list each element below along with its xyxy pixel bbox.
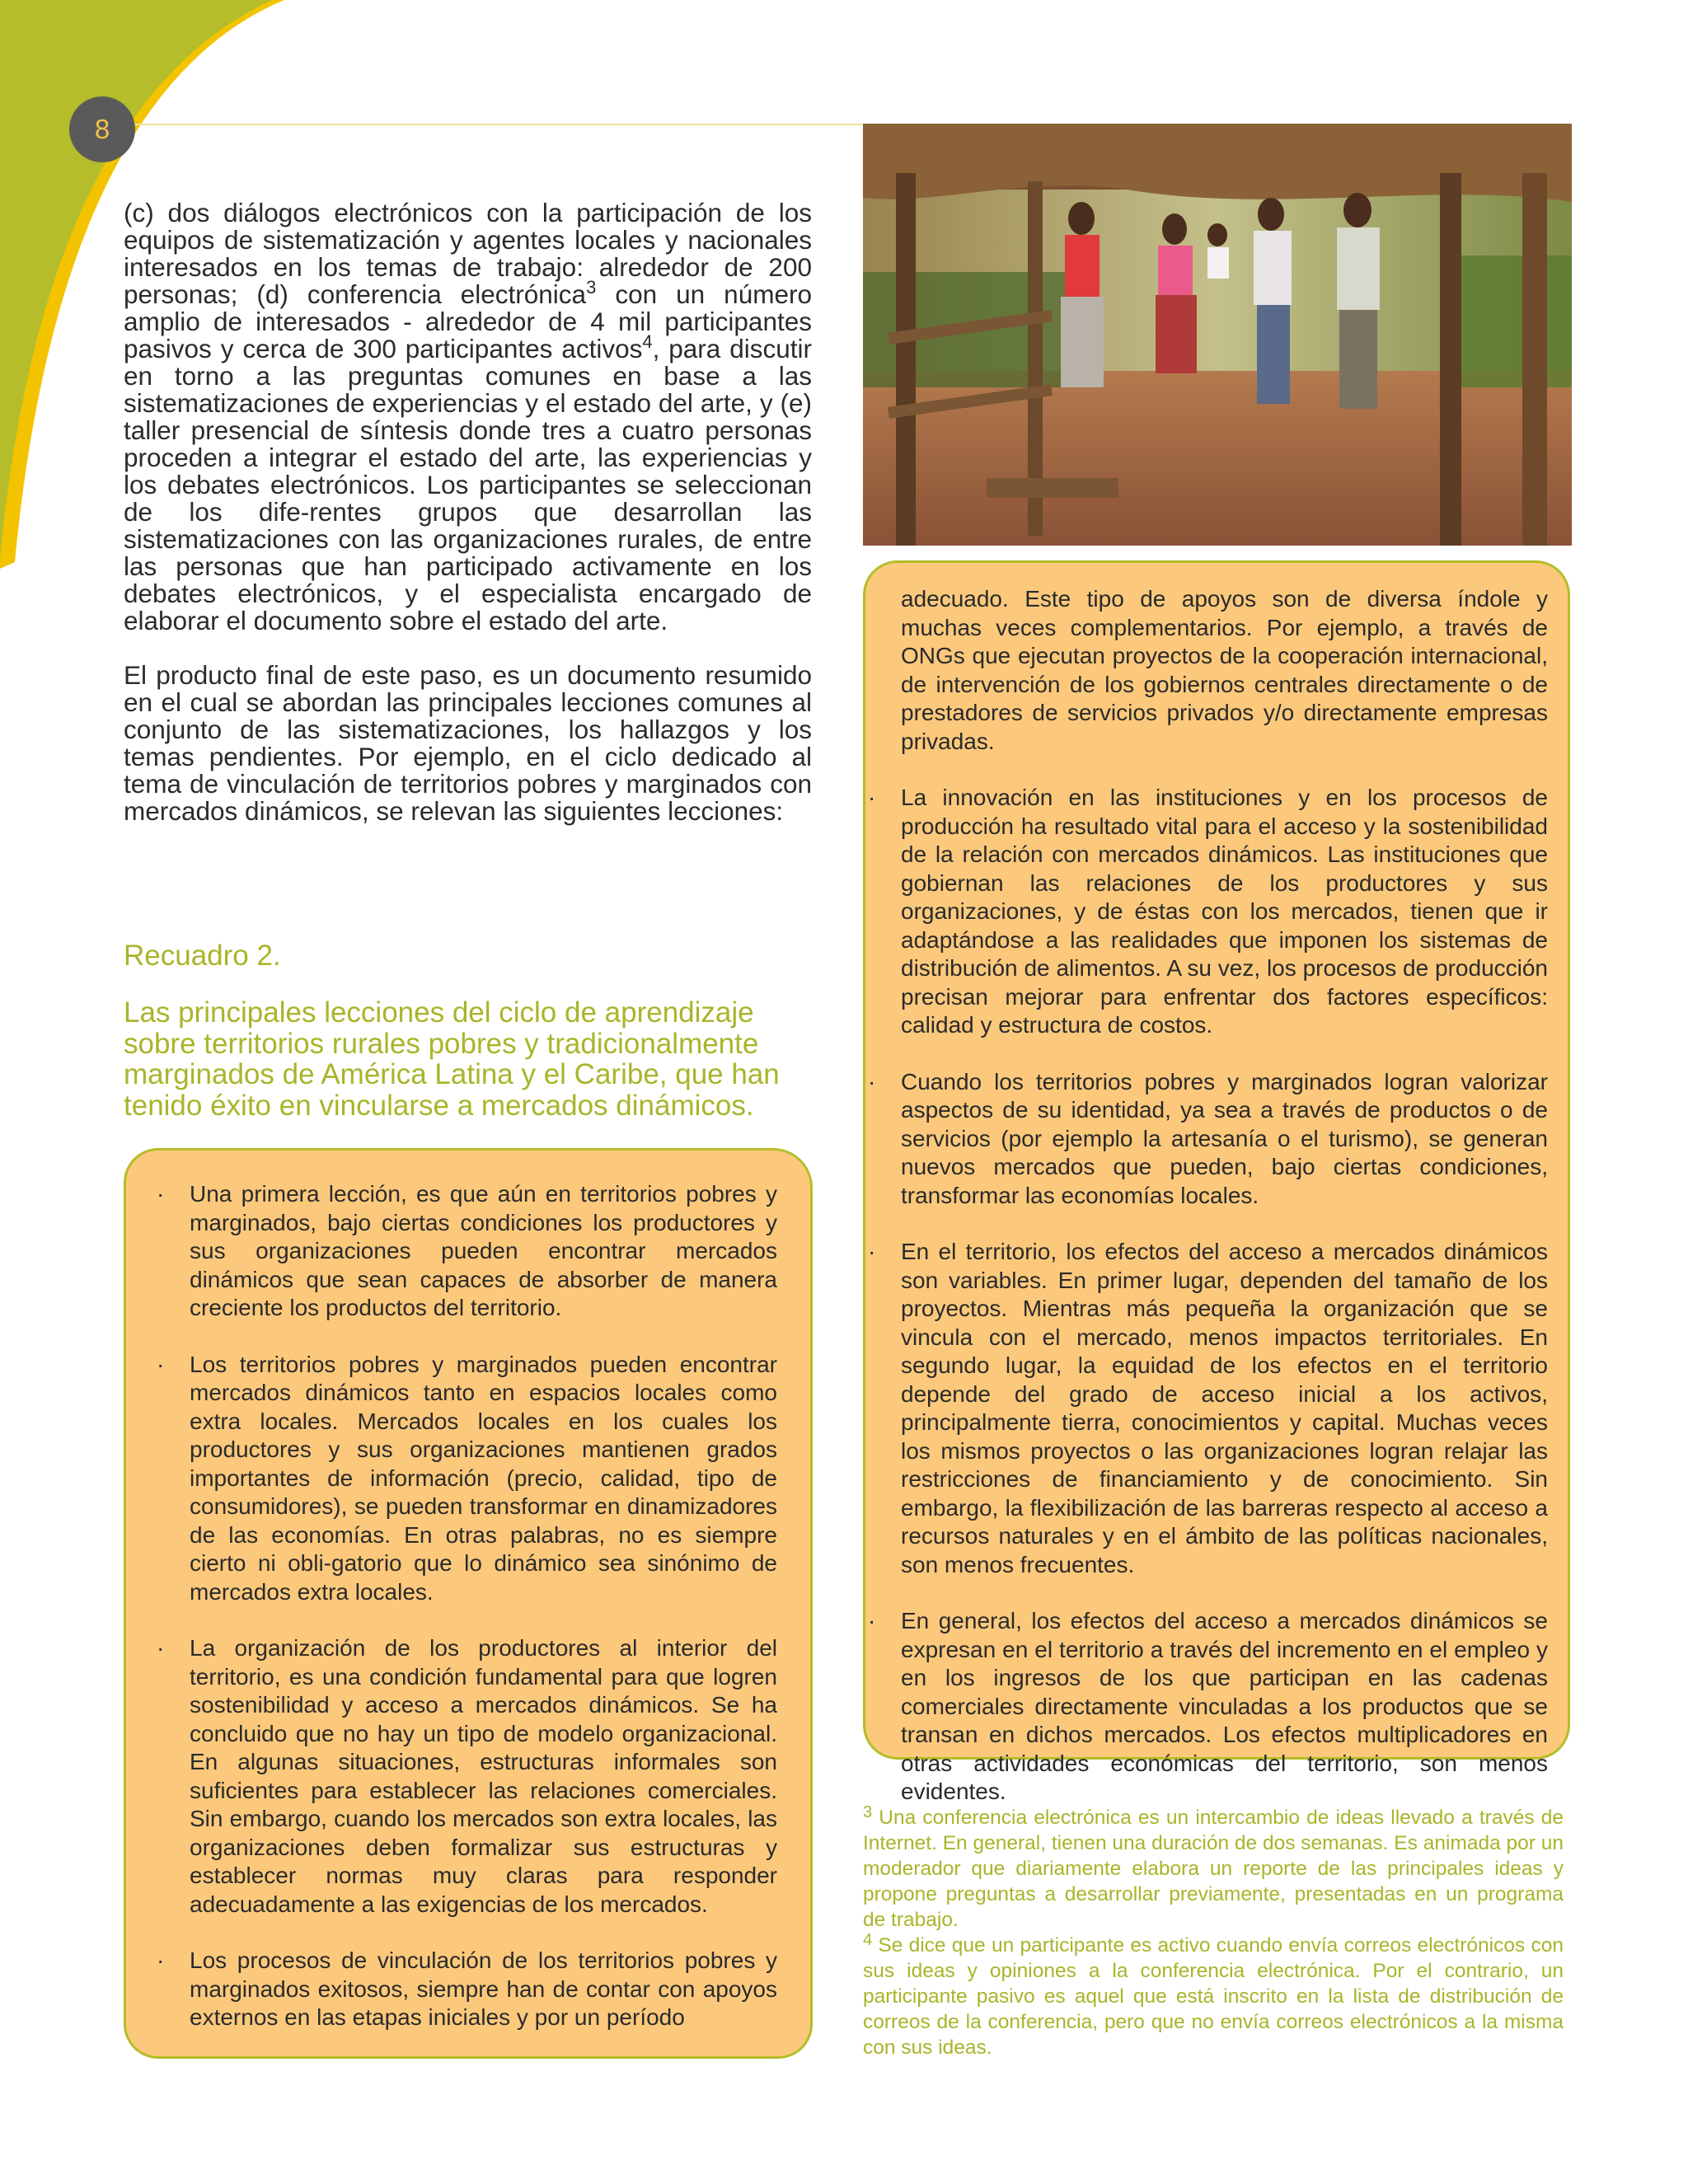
intro-paragraph-2: El producto final de este paso, es un documento resumido en el cual se abordan las principales lecciones comunes al conjunto de las sistematizaciones, los hallazgos y los temas pendientes. Por ejemplo, en el ciclo dedicado al tema de vinculación de territorios pobres y marginados con mercados dinámicos, se relevan las siguientes lecciones: (124, 660, 812, 826)
bullet-icon: · (868, 1239, 876, 1264)
bullet-icon: · (157, 1181, 165, 1207)
bullet-icon: · (868, 1068, 876, 1094)
recuadro-title: Las principales lecciones del ciclo de aprendizaje sobre territorios rurales pobres y tradicionalmente marginados de América Latina y el Caribe, que han tenido éxito en vincularse a mercados dinámicos. (124, 996, 780, 1122)
bullet-icon: · (157, 1351, 165, 1377)
footnote-3: $^3$ Una conferencia electrónica es un intercambio de ideas llevado a través de Internet. En general, tienen una duración de dos semanas. Es animada por un moderador que diariamente elabora un reporte de las principales ideas y propone preguntas a desarrollar previamente, presentadas en un programa de trabajo. (863, 1803, 1564, 1931)
footnote-4: $^4$ Se dice que un participante es activo cuando envía correos electrónicos con sus ideas y opiniones a la conferencia electrónica. Por el contrario, un participante pasivo es aquel que está inscrito en la lista de distribución de correos de la conferencia, pero que no envía correos electrónicos a la misma con sus ideas. (863, 1931, 1564, 2059)
header-rule (132, 124, 865, 125)
list-item: · Los territorios pobres y marginados pueden encontrar mercados dinámicos tanto en espacios locales como extra locales. Mercados locales en los cuales los productores y sus organizaciones mantienen grados importantes de información (precio, calidad, tipo de consumidores), se pueden transformar en dinamizadores de las economías. En otras palabras, no es siempre cierto ni obli-gatorio que lo dinámico sea sinónimo de mercados extra locales. (157, 1351, 777, 1605)
lessons-list-right (868, 585, 1548, 1807)
list-item-continuation: adecuado. Este tipo de apoyos son de diversa índole y muchas veces complementarios. Por ejemplo, a través de ONGs que ejecutan proyectos de la cooperación internacional, de intervención de los gobiernos centrales directamente o de prestadores de servicios privados y/o directamente empresas privadas. (901, 586, 1548, 754)
bullet-icon: · (157, 1635, 165, 1661)
list-item: · Una primera lección, es que aún en territorios pobres y marginados, bajo ciertas condiciones los productores y sus organizaciones pueden encontrar mercados dinámicos que sean capaces de absorber de manera creciente los productos del territorio. (157, 1181, 777, 1320)
bullet-icon: · (868, 785, 876, 810)
bullet-icon: · (157, 1947, 165, 1973)
page-number-badge: 8 (69, 96, 135, 162)
recuadro-label: Recuadro 2. (124, 940, 281, 972)
intro-paragraph-1: (c) dos diálogos electrónicos con la participación de los equipos de sistematización y agentes locales y nacionales interesados en los temas de trabajo: alrededor de 200 personas; (d) conferencia electrónica$^3$ con un número amplio de interesados - alrededor de 4 mil participantes pasivos y cerca de 300 participantes activos$^4$, para discutir en torno a las preguntas comunes en base a las sistematizaciones de experiencias y el estado del arte, y (e) taller presencial de síntesis donde tres a cuatro personas proceden a integrar el estado del arte, las experiencias y los debates electrónicos. Los participantes se seleccionan de los dife-rentes grupos que desarrollan las sistematizaciones con las organizaciones rurales, de entre las personas que han participado activamente en los debates electrónicos, y el especialista encargado de elaborar el documento sobre el estado del arte. (124, 198, 813, 635)
list-item: · Los procesos de vinculación de los territorios pobres y marginados exitosos, siempre han de contar con apoyos externos en las etapas iniciales y por un período (157, 1947, 777, 2030)
footnote-ref-4: 4 (642, 331, 653, 352)
lessons-list-left (157, 1180, 777, 2032)
footnotes (863, 1805, 1564, 2060)
list-item: · La organización de los productores al interior del territorio, es una condición fundamental para que logren sostenibilidad y acceso a mercados dinámicos. Se ha concluido que no hay un tipo de modelo organizacional. En algunas situaciones, estructuras informales son suficientes para establecer las relaciones comerciales. Sin embargo, cuando los mercados son extra locales, las organizaciones deben formalizar sus estructuras y establecer normas muy claras para responder adecuadamente a las exigencias de los mercados. (157, 1635, 777, 1917)
photo-rural-family (863, 124, 1572, 546)
bullet-icon: · (868, 1608, 876, 1633)
intro-text (124, 199, 812, 825)
list-item: · La innovación en las instituciones y en los procesos de producción ha resultado vital para el acceso y la sostenibilidad de la relación con mercados dinámicos. Las instituciones que gobiernan las relaciones de los productores y sus organizaciones, y de éstas con los mercados, tienen que ir adaptándose a las realidades que imponen los sistemas de distribución de alimentos. A su vez, los procesos de producción precisan mejorar para enfrentar dos factores específicos: calidad y estructura de costos. (868, 785, 1548, 1038)
footnote-ref-3: 3 (586, 277, 597, 298)
list-item: · Cuando los territorios pobres y marginados logran valorizar aspectos de su identidad, ya sea a través de productos o de servicios (por ejemplo la artesanía o el turismo), se generan nuevos mercados que pueden, bajo ciertas condiciones, transformar las economías locales. (868, 1068, 1548, 1208)
list-item: · En el territorio, los efectos del acceso a mercados dinámicos son variables. En primer lugar, dependen del tamaño de los proyectos. Mientras más pequeña la organización que se vincula con el mercado, menos impactos territoriales. En segundo lugar, la equidad de los efectos en el territorio depende del grado de acceso inicial a los activos, principalmente tierra, conocimientos y capital. Muchas veces los mismos proyectos o las organizaciones logran relajar las restricciones de financiamiento y de conocimiento. Sin embargo, la flexibilización de las barreras respecto al acceso a recursos naturales y en el ámbito de las políticas nacionales, son menos frecuentes. (868, 1239, 1548, 1577)
list-item: · En general, los efectos del acceso a mercados dinámicos se expresan en el territorio a través del incremento en el empleo y en los ingresos de los que participan en las cadenas comerciales directamente vinculadas a los productos que se transan en dichos mercados. Los efectos multiplicadores en otras actividades económicas del territorio, son menos evidentes. (868, 1608, 1548, 1804)
